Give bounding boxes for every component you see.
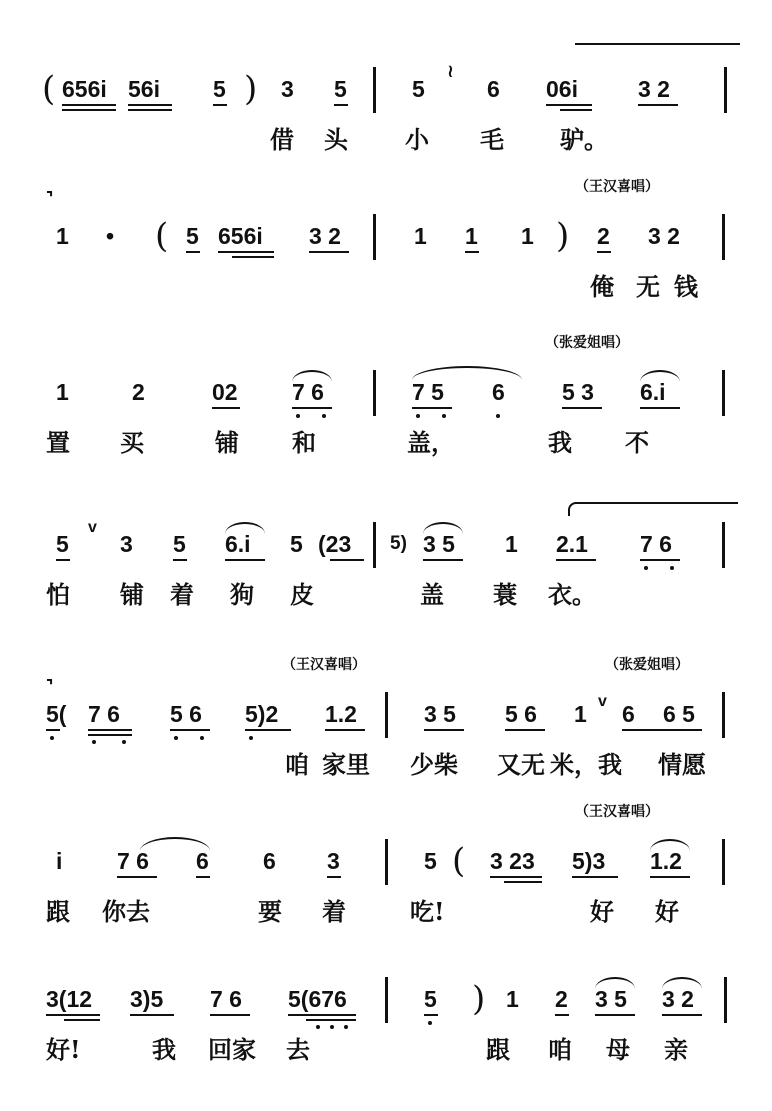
note-group: 5) [390, 533, 407, 554]
lyric: 情愿 [658, 750, 706, 779]
lyric: 买 [120, 428, 144, 457]
lyric: 置 [46, 428, 70, 457]
underline [210, 1014, 250, 1016]
note: 1 [574, 701, 587, 727]
note-group: 1.2 [325, 701, 357, 727]
low-dot [322, 414, 326, 418]
underline [173, 559, 187, 561]
note-group: 3 2 [309, 223, 341, 249]
low-dot [644, 566, 648, 570]
breath-mark: v [598, 693, 607, 710]
underline [622, 729, 702, 731]
note: 6 [487, 76, 500, 102]
note-group: 7 6 [640, 531, 672, 557]
underline [597, 251, 611, 253]
lyric: 不 [625, 428, 649, 457]
barline [722, 522, 725, 568]
underline [504, 881, 542, 883]
underline [225, 559, 265, 561]
note: i [56, 848, 63, 874]
barline [722, 370, 725, 416]
paren-close: ) [472, 979, 486, 1019]
note: 5 [186, 223, 199, 249]
note-group: 3 5 [424, 701, 456, 727]
low-dot [670, 566, 674, 570]
note: 6 [622, 701, 635, 727]
low-dot [296, 414, 300, 418]
underline [212, 407, 240, 409]
underline [88, 729, 132, 731]
underline [423, 559, 463, 561]
note-group: 02 [212, 379, 238, 405]
underline [562, 407, 602, 409]
slur [423, 522, 463, 534]
continuation-hook [568, 502, 580, 516]
note: 6 [263, 848, 276, 874]
note-group: 5)3 [572, 848, 606, 874]
note: 2 [597, 223, 610, 249]
note: 5 [334, 76, 347, 102]
note-group: 5)2 [245, 701, 279, 727]
barline [373, 522, 376, 568]
note: 2 [555, 986, 568, 1012]
note-group: 6.i [225, 531, 251, 557]
underline [64, 1019, 100, 1021]
low-dot [344, 1025, 348, 1029]
note: 5 [424, 986, 437, 1012]
note-group: 3 2 [648, 223, 680, 249]
underline [595, 1014, 635, 1016]
underline [556, 559, 596, 561]
augmentation-dot: • [106, 223, 115, 249]
lyric: 着 [322, 897, 346, 926]
barline [724, 977, 727, 1023]
underline [325, 729, 365, 731]
lyric: 盖 [420, 580, 444, 609]
low-dot [330, 1025, 334, 1029]
note-group: 3 5 [423, 531, 455, 557]
lyric: 蓑 [493, 580, 517, 609]
note-group: (23 [318, 531, 352, 557]
note-group: 5 3 [562, 379, 594, 405]
lyric: 铺 [215, 428, 239, 457]
note: 1 [505, 531, 518, 557]
lyric: 跟 [46, 897, 70, 926]
paren-close: ) [556, 216, 570, 256]
lyric: 怕 [46, 580, 70, 609]
note: 1 [414, 223, 427, 249]
underline [662, 1014, 702, 1016]
barline [385, 839, 388, 885]
lyric: 跟 [486, 1035, 510, 1064]
lyric: 驴。 [560, 125, 608, 154]
note: 5 [56, 531, 69, 557]
underline [117, 876, 157, 878]
note-group: 656i [218, 223, 263, 249]
barline [722, 692, 725, 738]
slur [595, 977, 635, 989]
slur [292, 370, 332, 382]
underline [412, 407, 452, 409]
lyric: 好! [46, 1035, 81, 1064]
barline [373, 67, 376, 113]
barline [722, 214, 725, 260]
underline [640, 407, 680, 409]
underline [638, 104, 678, 106]
lyric: 吃! [410, 897, 445, 926]
low-dot [50, 736, 54, 740]
underline [490, 876, 542, 878]
lyric: 狗 [230, 580, 254, 609]
underline [306, 1019, 356, 1021]
underline [170, 729, 210, 731]
singer-cue: （张爱姐唱） [605, 657, 689, 673]
breath-mark: ⌝ [46, 188, 54, 207]
underline [560, 109, 592, 111]
underline [128, 109, 172, 111]
note-group: 5( [46, 701, 67, 727]
underline [245, 729, 291, 731]
underline [56, 559, 70, 561]
note-group: 3 2 [662, 986, 694, 1012]
underline [465, 251, 479, 253]
singer-cue: （王汉喜唱） [282, 657, 366, 673]
lyric: 头 [324, 125, 348, 154]
note: 5 [290, 531, 303, 557]
barline [722, 839, 725, 885]
lyric: 你去 [102, 897, 150, 926]
note-group: 3 23 [490, 848, 535, 874]
lyric: 借 [270, 125, 294, 154]
underline [424, 1014, 438, 1016]
lyric: 咱 [285, 750, 309, 779]
underline [46, 729, 60, 731]
lyric: 俺 [590, 272, 614, 301]
paren-open: ( [155, 216, 169, 256]
note-group: 5 6 [505, 701, 537, 727]
low-dot [174, 736, 178, 740]
note: 3 [327, 848, 340, 874]
note-group: 656i [62, 76, 107, 102]
note-group: 6 5 [663, 701, 695, 727]
note-group: 06i [546, 76, 578, 102]
lyric: 和 [292, 428, 316, 457]
paren-open: ( [452, 841, 466, 881]
low-dot [416, 414, 420, 418]
low-dot [92, 740, 96, 744]
lyric: 回家 [208, 1035, 256, 1064]
note-group: 5 6 [170, 701, 202, 727]
lyric: 好 [590, 897, 614, 926]
slur [650, 839, 690, 851]
low-dot [122, 740, 126, 744]
underline [88, 734, 132, 736]
note: 5 [424, 848, 437, 874]
underline [309, 251, 349, 253]
slur [640, 370, 680, 382]
note-group: 7 5 [412, 379, 444, 405]
slur [412, 366, 522, 380]
underline [546, 104, 592, 106]
underline [424, 729, 464, 731]
note: 2 [132, 379, 145, 405]
note: 5 [213, 76, 226, 102]
note: 3 [281, 76, 294, 102]
note-group: 7 6 [210, 986, 242, 1012]
lyric: 着 [170, 580, 194, 609]
underline [196, 876, 210, 878]
note: 1 [465, 223, 478, 249]
note: 6 [196, 848, 209, 874]
lyric: 亲 [664, 1035, 688, 1064]
underline [62, 109, 116, 111]
paren-close: ) [244, 69, 258, 109]
underline [572, 876, 618, 878]
slur [225, 522, 265, 534]
note-group: 7 6 [292, 379, 324, 405]
note-group: 1.2 [650, 848, 682, 874]
underline [330, 559, 364, 561]
lyric: 皮 [290, 580, 314, 609]
note-group: 7 6 [117, 848, 149, 874]
note: 1 [521, 223, 534, 249]
low-dot [200, 736, 204, 740]
note-group: 3 2 [638, 76, 670, 102]
low-dot [316, 1025, 320, 1029]
lyric: 衣。 [548, 580, 596, 609]
low-dot [249, 736, 253, 740]
note: 1 [56, 379, 69, 405]
underline [505, 729, 545, 731]
lyric: 少柴 [410, 750, 458, 779]
continuation-line [578, 502, 738, 504]
low-dot [428, 1021, 432, 1025]
lyric: 铺 [120, 580, 144, 609]
note: 5 [412, 76, 425, 102]
barline [385, 692, 388, 738]
note-group: 7 6 [88, 701, 120, 727]
note-group: 5(676 [288, 986, 347, 1012]
underline [232, 256, 274, 258]
note-group: 2.1 [556, 531, 588, 557]
continuation-line [575, 43, 740, 45]
lyric: 家里 [322, 750, 370, 779]
underline [213, 104, 227, 106]
paren-open: ( [42, 69, 56, 109]
underline [650, 876, 690, 878]
singer-cue: （王汉喜唱） [575, 804, 659, 820]
singer-cue: （王汉喜唱） [575, 179, 659, 195]
barline [373, 214, 376, 260]
underline [46, 1014, 100, 1016]
lyric: 我 [548, 428, 572, 457]
slur [662, 977, 702, 989]
singer-cue: （张爱姐唱） [545, 335, 629, 351]
lyric: 我 [152, 1035, 176, 1064]
note: 1 [56, 223, 69, 249]
note: 5 [173, 531, 186, 557]
underline [555, 1014, 569, 1016]
underline [640, 559, 680, 561]
breath-mark: ⌝ [46, 676, 54, 695]
lyric: 米，我 [550, 750, 622, 779]
low-dot [442, 414, 446, 418]
lyric: 去 [286, 1035, 310, 1064]
lyric: 好 [655, 897, 679, 926]
note-group: 56i [128, 76, 160, 102]
underline [327, 876, 341, 878]
lyric: 要 [258, 897, 282, 926]
lyric: 又无 [497, 750, 545, 779]
underline [334, 104, 348, 106]
note: 1 [506, 986, 519, 1012]
breath-mark: v [88, 519, 97, 536]
low-dot [496, 414, 500, 418]
lyric: 盖， [407, 428, 455, 457]
note-group: 3(12 [46, 986, 93, 1012]
underline [62, 104, 116, 106]
underline [128, 104, 172, 106]
underline [288, 1014, 356, 1016]
note: 3 [120, 531, 133, 557]
trill-mark: ≀ [447, 61, 454, 82]
underline [292, 407, 332, 409]
lyric: 小 [405, 125, 429, 154]
note-group: 3)5 [130, 986, 164, 1012]
barline [373, 370, 376, 416]
note: 6 [492, 379, 505, 405]
lyric: 咱 [548, 1035, 572, 1064]
lyric: 钱 [674, 272, 698, 301]
lyric: 母 [606, 1035, 630, 1064]
barline [724, 67, 727, 113]
underline [186, 251, 200, 253]
note-group: 6.i [640, 379, 666, 405]
lyric: 无 [636, 272, 660, 301]
barline [385, 977, 388, 1023]
lyric: 毛 [480, 125, 504, 154]
underline [130, 1014, 174, 1016]
underline [218, 251, 274, 253]
note-group: 3 5 [595, 986, 627, 1012]
